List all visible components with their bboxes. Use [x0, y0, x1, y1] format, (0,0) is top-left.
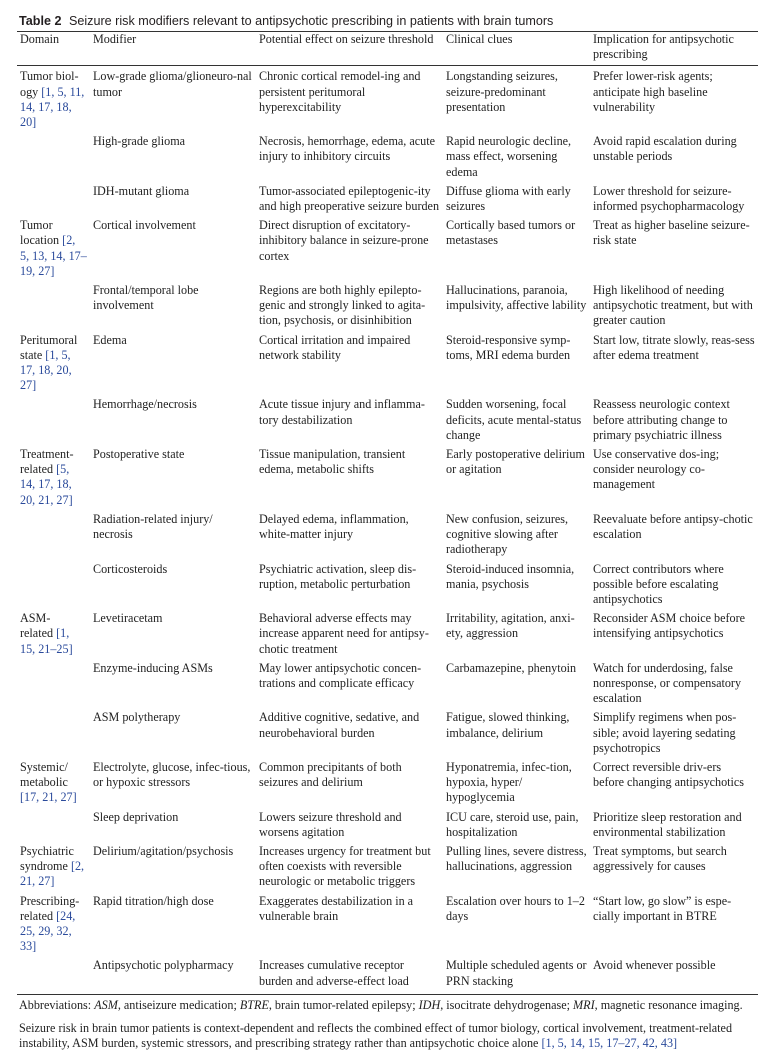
modifier-cell: IDH-mutant glioma — [93, 183, 190, 198]
effect-cell: Cortical irritation and impaired network stability — [259, 332, 411, 362]
modifier-cell: Sleep deprivation — [93, 809, 179, 824]
domain-cell — [17, 218, 90, 283]
clues-cell: Longstanding seizures, seizure-predominant presentation — [446, 69, 558, 114]
domain-cell — [17, 611, 90, 661]
clues-cell: ICU care, steroid use, pain, hospitalization — [446, 809, 579, 839]
abbreviations-label: Abbreviations: — [19, 998, 92, 1012]
abbreviation-term: IDH — [418, 998, 441, 1012]
effect-cell: Increases cumulative receptor burden and adverse-effect load — [259, 958, 409, 988]
modifier-cell: Low-grade glioma/glioneuro-nal tumor — [93, 69, 252, 99]
effect-cell: Behavioral adverse effects may increase apparent need for antipsy-chotic treatment — [259, 611, 429, 656]
clues-cell: Carbamazepine, phenytoin — [446, 660, 577, 675]
domain-references: [1, 15, 21–25] — [20, 626, 73, 656]
table-row — [17, 958, 758, 992]
clues-cell: Cortically based tumors or metastases — [446, 218, 576, 248]
modifier-cell: Electrolyte, glucose, infec-tious, or hypoxic stressors — [93, 759, 251, 790]
effect-cell: Increases urgency for treatment but often coexists with reversible neurologic or metabolic triggers — [259, 843, 431, 889]
modifier-cell: Enzyme-inducing ASMs — [93, 660, 213, 675]
abbreviation-definition: , magnetic resonance imaging. — [594, 998, 743, 1012]
domain-label: ASM- related — [20, 611, 54, 641]
abbreviation-term: ASM — [94, 998, 118, 1012]
clues-cell: Hallucinations, paranoia, impulsivity, affective lability — [446, 283, 587, 313]
modifier-cell: Cortical involvement — [93, 218, 196, 233]
modifier-cell: Delirium/agitation/psychosis — [93, 843, 234, 858]
effect-cell: Delayed edema, inflammation, white-matter injury — [259, 511, 409, 542]
domain-label: Tumor location — [20, 218, 60, 248]
modifier-cell: Radiation-related injury/ necrosis — [93, 511, 213, 542]
domain-cell — [17, 283, 90, 333]
clues-cell: Sudden worsening, focal deficits, acute mental-status change — [446, 397, 582, 442]
domain-cell — [17, 894, 90, 959]
seizure-risk-table — [17, 32, 758, 993]
modifier-cell: Levetiracetam — [93, 611, 163, 626]
implication-cell: Prioritize sleep restoration and environmental stabilization — [593, 809, 742, 839]
table-row — [17, 447, 758, 512]
implication-cell: Reconsider ASM choice before intensifying antipsychotics — [593, 611, 746, 641]
header-domain: Domain — [17, 32, 90, 66]
table-row — [17, 562, 758, 612]
modifier-cell: Frontal/temporal lobe involvement — [93, 283, 199, 313]
implication-cell: Avoid rapid escalation during unstable periods — [593, 134, 737, 164]
table-row — [17, 184, 758, 218]
header-implication: Implication for antipsychotic prescribing — [590, 32, 758, 66]
table-header-row — [17, 32, 758, 66]
domain-cell — [17, 760, 90, 810]
abbreviation-term: BTRE — [239, 998, 269, 1012]
domain-references: [1, 5, 11, 14, 17, 18, 20] — [20, 84, 85, 130]
summary-references: [1, 5, 14, 15, 17–27, 42, 43] — [541, 1036, 678, 1051]
domain-references: [2, 21, 27] — [20, 859, 85, 889]
implication-cell: Lower threshold for seizure-informed psychopharmacology — [593, 183, 745, 214]
clues-cell: Hyponatremia, infec-tion, hypoxia, hyper/ hypoglycemia — [446, 759, 572, 805]
domain-references: [24, 25, 29, 32, 33] — [20, 908, 76, 954]
domain-references: [17, 21, 27] — [20, 790, 77, 805]
effect-cell: Chronic cortical remodel-ing and persistent peritumoral hyperexcitability — [259, 69, 421, 114]
abbreviation-term: MRI — [573, 998, 595, 1012]
abbreviation-definition: , isocitrate dehydrogenase; — [440, 998, 574, 1012]
table-row — [17, 710, 758, 760]
domain-cell — [17, 184, 90, 218]
summary-note — [19, 1021, 758, 1051]
effect-cell: Tumor-associated epileptogenic-ity and high preoperative seizure burden — [259, 183, 440, 214]
table-row — [17, 333, 758, 398]
effect-cell: Acute tissue injury and inflamma-tory destabilization — [259, 397, 425, 427]
clues-cell: Escalation over hours to 1–2 days — [446, 893, 585, 923]
table-row — [17, 397, 758, 447]
clues-cell: Irritability, agitation, anxi-ety, aggression — [446, 611, 575, 641]
table-row — [17, 66, 758, 134]
implication-cell: Reassess neurologic context before attributing change to primary psychiatric illness — [593, 397, 730, 442]
implication-cell: High likelihood of needing antipsychotic treatment, but with greater caution — [593, 283, 753, 328]
abbreviations-note — [19, 998, 758, 1013]
table-caption — [19, 14, 749, 28]
domain-references: [2, 5, 13, 14, 17–19, 27] — [20, 233, 87, 278]
effect-cell: Direct disruption of excitatory-inhibitory balance in seizure-prone cortex — [259, 218, 429, 263]
domain-cell — [17, 958, 90, 992]
table-row — [17, 134, 758, 184]
effect-cell: Common precipitants of both seizures and delirium — [259, 759, 402, 790]
modifier-cell: High-grade glioma — [93, 134, 186, 149]
table-label: Table 2 — [19, 14, 62, 28]
modifier-cell: Edema — [93, 332, 127, 347]
domain-cell — [17, 844, 90, 894]
domain-cell — [17, 710, 90, 760]
effect-cell: Additive cognitive, sedative, and neurobehavioral burden — [259, 710, 420, 740]
implication-cell: Reevaluate before antipsy-chotic escalation — [593, 511, 753, 542]
domain-cell — [17, 661, 90, 711]
domain-cell — [17, 333, 90, 398]
table-body — [17, 66, 758, 993]
implication-cell: Use conservative dos-ing; consider neurology co-management — [593, 447, 720, 492]
table-title: Seizure risk modifiers relevant to antipsychotic prescribing in patients with brain tumors — [68, 14, 554, 28]
abbreviation-definition: , brain tumor-related epilepsy; — [268, 998, 419, 1012]
clues-cell: Early postoperative delirium or agitation — [446, 447, 585, 477]
clues-cell: Diffuse glioma with early seizures — [446, 183, 571, 214]
effect-cell: Necrosis, hemorrhage, edema, acute injury to inhibitory circuits — [259, 134, 435, 164]
domain-cell — [17, 512, 90, 562]
clues-cell: Rapid neurologic decline, mass effect, worsening edema — [446, 134, 572, 179]
domain-label: Prescribing- related — [20, 893, 80, 923]
effect-cell: May lower antipsychotic concen-trations and complicate efficacy — [259, 660, 422, 690]
effect-cell: Psychiatric activation, sleep dis-ruption, metabolic perturbation — [259, 561, 417, 591]
summary-text: Seizure risk in brain tumor patients is context-dependent and reflects the combined effect of tumor biology, cortical involvement, treatment-related instability, ASM burden, systemic stressors, and prescribing strategy rather than antipsychotic choice alone — [19, 1021, 733, 1051]
table-row — [17, 810, 758, 844]
header-clues: Clinical clues — [443, 32, 590, 66]
domain-references: [1, 5, 17, 18, 20, 27] — [20, 347, 72, 393]
table-row — [17, 661, 758, 711]
implication-cell: Correct reversible driv-ers before changing antipsychotics — [593, 759, 745, 790]
abbreviations-list — [94, 998, 742, 1012]
header-modifier: Modifier — [90, 32, 256, 66]
domain-cell — [17, 66, 90, 134]
table-row — [17, 283, 758, 333]
implication-cell: Prefer lower-risk agents; anticipate high baseline vulnerability — [593, 69, 713, 114]
implication-cell: Treat symptoms, but search aggressively for causes — [593, 843, 727, 874]
implication-cell: Correct contributors where possible before escalating antipsychotics — [593, 561, 724, 606]
effect-cell: Exaggerates destabilization in a vulnerable brain — [259, 893, 414, 923]
clues-cell: Fatigue, slowed thinking, imbalance, delirium — [446, 710, 570, 740]
domain-cell — [17, 447, 90, 512]
implication-cell: “Start low, go slow” is espe-cially important in BTRE — [593, 893, 732, 923]
effect-cell: Regions are both highly epilepto-genic and strongly linked to agita-tion, psychosis, or disinhibition — [259, 283, 426, 328]
domain-label: Systemic/ metabolic — [20, 759, 68, 790]
implication-cell: Simplify regimens when pos-sible; avoid layering sedating psychotropics — [593, 710, 737, 755]
domain-cell — [17, 810, 90, 844]
effect-cell: Tissue manipulation, transient edema, metabolic shifts — [259, 447, 406, 477]
domain-label: Treatment- related — [20, 447, 74, 477]
modifier-cell: Rapid titration/high dose — [93, 893, 214, 908]
abbreviation-definition: , antiseizure medication; — [117, 998, 240, 1012]
modifier-cell: ASM polytherapy — [93, 710, 181, 725]
bottom-rule — [17, 994, 758, 995]
domain-cell — [17, 562, 90, 612]
implication-cell: Treat as higher baseline seizure-risk state — [593, 218, 750, 248]
table-row — [17, 512, 758, 562]
table-row — [17, 218, 758, 283]
table-row — [17, 760, 758, 810]
domain-references: [5, 14, 17, 18, 20, 21, 27] — [20, 462, 73, 507]
implication-cell: Avoid whenever possible — [593, 958, 716, 973]
modifier-cell: Postoperative state — [93, 447, 185, 462]
modifier-cell: Corticosteroids — [93, 561, 168, 576]
modifier-cell: Hemorrhage/necrosis — [93, 397, 197, 412]
table-row — [17, 611, 758, 661]
clues-cell: Steroid-induced insomnia, mania, psychosis — [446, 561, 575, 591]
implication-cell: Start low, titrate slowly, reas-sess after edema treatment — [593, 332, 755, 362]
domain-label: Psychiatric syndrome — [20, 843, 74, 874]
domain-cell — [17, 397, 90, 447]
clues-cell: New confusion, seizures, cognitive slowing after radiotherapy — [446, 511, 569, 557]
table-row — [17, 844, 758, 894]
clues-cell: Pulling lines, severe distress, hallucinations, aggression — [446, 843, 587, 874]
header-effect: Potential effect on seizure threshold — [256, 32, 443, 66]
effect-cell: Lowers seizure threshold and worsens agitation — [259, 809, 402, 839]
domain-label: Peritumoral state — [20, 332, 78, 362]
clues-cell: Multiple scheduled agents or PRN stacking — [446, 958, 587, 988]
clues-cell: Steroid-responsive symp-toms, MRI edema burden — [446, 332, 571, 362]
domain-label: Tumor biol- ogy — [20, 69, 79, 99]
modifier-cell: Antipsychotic polypharmacy — [93, 958, 234, 973]
implication-cell: Watch for underdosing, false nonresponse, or compensatory escalation — [593, 660, 742, 706]
domain-cell — [17, 134, 90, 184]
table-row — [17, 894, 758, 959]
